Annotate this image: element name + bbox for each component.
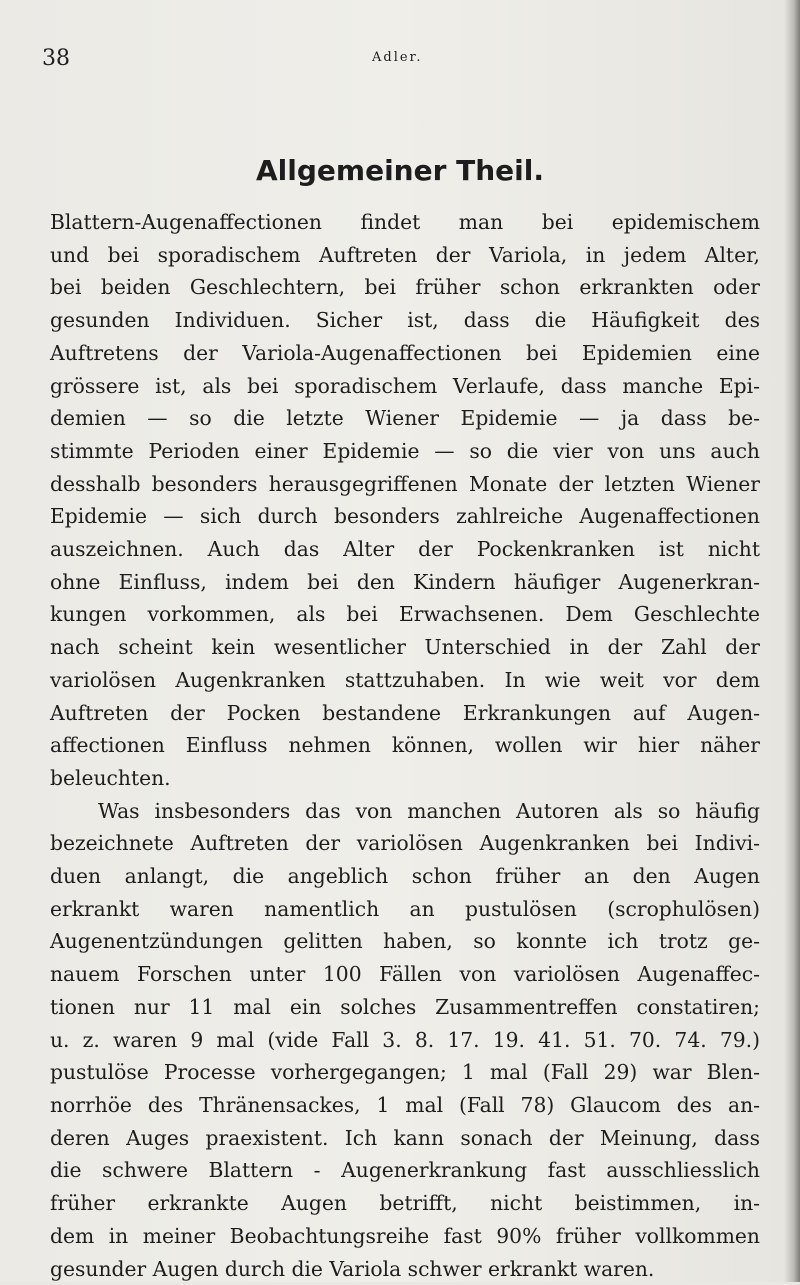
body-text xyxy=(50,206,760,1285)
paragraph-1-line: gesunden Individuen. Sicher ist, dass die Häufigkeit des xyxy=(50,304,760,337)
paragraph-1-line: variolösen Augenkranken stattzuhaben. In wie weit vor dem xyxy=(50,664,760,697)
paragraph-1-line: Blattern-Augenaffectionen findet man bei epidemischem xyxy=(50,206,760,239)
paragraph-2-line: norrhöe des Thränensackes, 1 mal (Fall 78) Glaucom des an- xyxy=(50,1089,760,1122)
paragraph-1-line: desshalb besonders herausgegriffenen Monate der letzten Wiener xyxy=(50,468,760,501)
paragraph-1-line: Epidemie — sich durch besonders zahlreiche Augenaffectionen xyxy=(50,500,760,533)
paragraph-1-line: beleuchten. xyxy=(50,762,760,795)
paragraph-1-line: bei beiden Geschlechtern, bei früher schon erkrankten oder xyxy=(50,271,760,304)
paragraph-2-line: gesunder Augen durch die Variola schwer erkrankt waren. xyxy=(50,1253,760,1285)
paragraph-2-line: die schwere Blattern - Augenerkrankung fast ausschliesslich xyxy=(50,1154,760,1187)
running-head: Adler. xyxy=(372,50,422,65)
paragraph-2-line: Was insbesonders das von manchen Autoren als so häufig xyxy=(50,795,760,828)
paragraph-1-line: nach scheint kein wesentlicher Unterschied in der Zahl der xyxy=(50,631,760,664)
paragraph-2-line: bezeichnete Auftreten der variolösen Augenkranken bei Indivi- xyxy=(50,827,760,860)
paragraph-2-line: nauem Forschen unter 100 Fällen von variolösen Augenaffec- xyxy=(50,958,760,991)
paragraph-2-line: erkrankt waren namentlich an pustulösen (scrophulösen) xyxy=(50,893,760,926)
paragraph-1-line: affectionen Einfluss nehmen können, wollen wir hier näher xyxy=(50,729,760,762)
paragraph-2-line: duen anlangt, die angeblich schon früher an den Augen xyxy=(50,860,760,893)
section-title: Allgemeiner Theil. xyxy=(0,154,800,187)
paragraph-2-line: pustulöse Processe vorhergegangen; 1 mal (Fall 29) war Blen- xyxy=(50,1056,760,1089)
paragraph-1-line: und bei sporadischem Auftreten der Variola, in jedem Alter, xyxy=(50,239,760,272)
paragraph-2-line: u. z. waren 9 mal (vide Fall 3. 8. 17. 19. 41. 51. 70. 74. 79.) xyxy=(50,1024,760,1057)
paragraph-1-line: Auftreten der Pocken bestandene Erkrankungen auf Augen- xyxy=(50,697,760,730)
page-number: 38 xyxy=(42,46,70,71)
paragraph-2-line: tionen nur 11 mal ein solches Zusammentreffen constatiren; xyxy=(50,991,760,1024)
paragraph-1-line: grössere ist, als bei sporadischem Verlaufe, dass manche Epi- xyxy=(50,370,760,403)
paragraph-1-line: Auftretens der Variola-Augenaffectionen bei Epidemien eine xyxy=(50,337,760,370)
paragraph-1-line: kungen vorkommen, als bei Erwachsenen. Dem Geschlechte xyxy=(50,598,760,631)
paragraph-2-line: dem in meiner Beobachtungsreihe fast 90% früher vollkommen xyxy=(50,1220,760,1253)
paragraph-1-line: demien — so die letzte Wiener Epidemie — ja dass be- xyxy=(50,402,760,435)
paragraph-1-line: ohne Einfluss, indem bei den Kindern häufiger Augenerkran- xyxy=(50,566,760,599)
paragraph-2-line: deren Auges praexistent. Ich kann sonach der Meinung, dass xyxy=(50,1122,760,1155)
paragraph-1-line: auszeichnen. Auch das Alter der Pockenkranken ist nicht xyxy=(50,533,760,566)
paragraph-1-line: stimmte Perioden einer Epidemie — so die vier von uns auch xyxy=(50,435,760,468)
paragraph-2-line: Augenentzündungen gelitten haben, so konnte ich trotz ge- xyxy=(50,925,760,958)
page-edge-shadow xyxy=(784,0,800,1282)
paragraph-2-line: früher erkrankte Augen betrifft, nicht beistimmen, in- xyxy=(50,1187,760,1220)
